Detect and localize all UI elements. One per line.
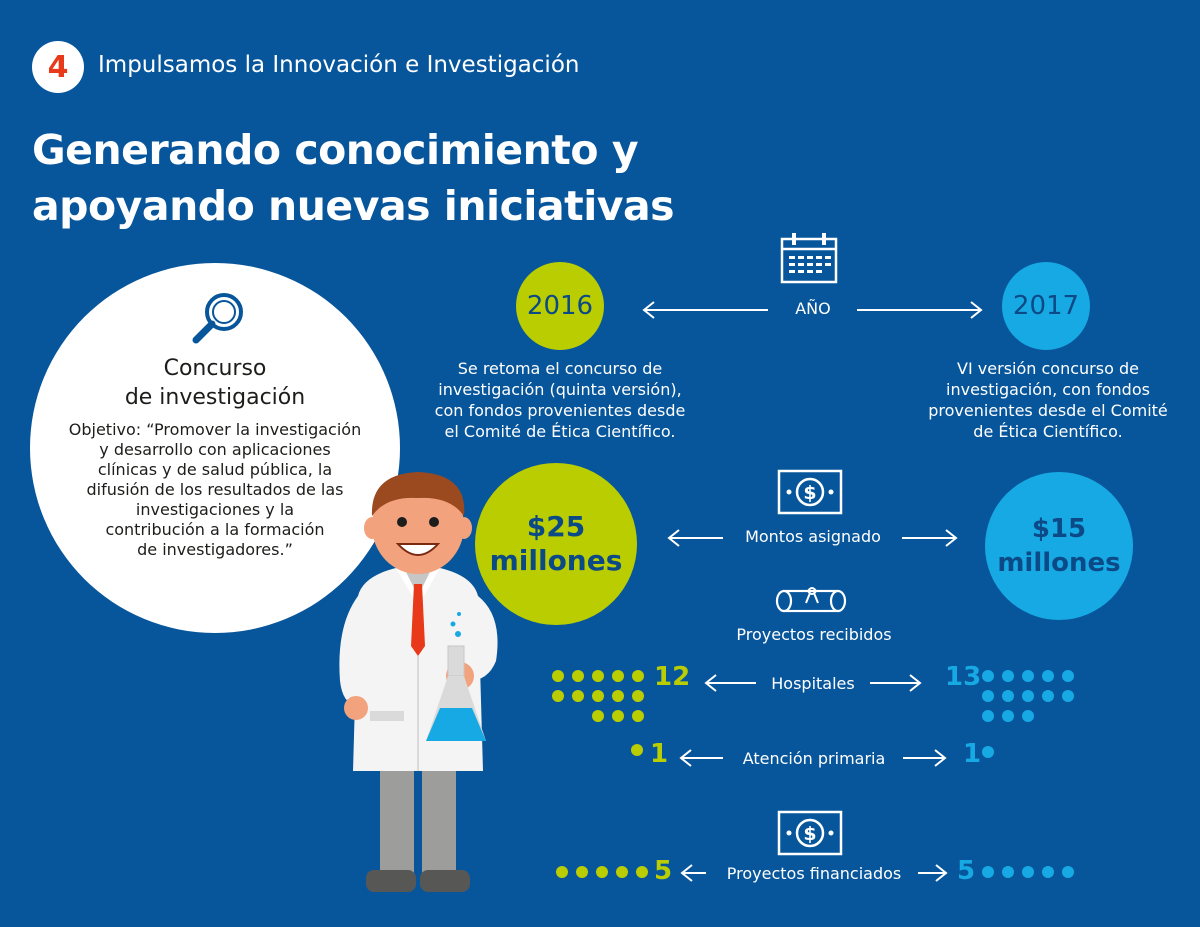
- section-number-badge: 4: [32, 41, 84, 93]
- amount-2017-unit: millones: [997, 548, 1121, 578]
- financiados-label: Proyectos financiados: [726, 864, 902, 883]
- page-title-line2: apoyando nuevas iniciativas: [32, 182, 675, 230]
- financiados-2016-value: 5: [654, 856, 673, 886]
- amount-2016-value: $25: [526, 510, 586, 543]
- desc-line: investigación (quinta versión),: [438, 380, 682, 399]
- year-2017-circle: 2017: [1002, 262, 1090, 350]
- objective-line: Objetivo: “Promover la investigación: [68, 420, 362, 439]
- desc-line: investigación, con fondos: [946, 380, 1150, 399]
- desc-line: de Ética Científico.: [973, 422, 1123, 441]
- amount-2016-circle: [475, 463, 637, 625]
- year-2016-circle: 2016: [516, 262, 604, 350]
- desc-line: con fondos provenientes desde: [434, 401, 686, 420]
- proyectos-recibidos-label: Proyectos recibidos: [736, 625, 892, 644]
- page-title: [32, 122, 674, 234]
- atencion-2017-dots: [982, 746, 996, 760]
- financiados-2017-dots: [982, 866, 1078, 880]
- year-label: AÑO: [795, 299, 831, 318]
- concurso-title: [70, 354, 360, 412]
- objective-line: y desarrollo con aplicaciones: [99, 440, 331, 459]
- concurso-title-line2: de investigación: [124, 385, 306, 410]
- desc-line: el Comité de Ética Científico.: [444, 422, 676, 441]
- hospitales-2017-value: 13: [945, 662, 982, 692]
- svg-text:$: $: [803, 482, 817, 504]
- hospitales-label: Hospitales: [771, 674, 855, 693]
- objective-line: contribución a la formación: [105, 520, 325, 539]
- svg-text:$: $: [803, 823, 817, 845]
- desc-line: provenientes desde el Comité: [928, 401, 1168, 420]
- hospitales-2016-dots: [552, 666, 652, 726]
- page-title-line1: Generando conocimiento y: [32, 126, 639, 174]
- objective-line: investigaciones y la: [135, 500, 295, 519]
- calendar-icon: [779, 231, 839, 285]
- hospitales-2016-value: 12: [654, 662, 691, 692]
- atencion-2016-value: 1: [650, 739, 669, 769]
- financiados-2016-dots: [556, 866, 652, 880]
- montos-label: Montos asignado: [745, 527, 881, 546]
- money-icon: [777, 810, 843, 856]
- concurso-title-line1: Concurso: [163, 356, 267, 381]
- amount-2016-unit: millones: [489, 544, 623, 577]
- amount-2017-circle: [985, 472, 1133, 620]
- hospitales-2017-dots: [982, 666, 1082, 726]
- year-2017-description: [908, 358, 1188, 442]
- year-2016-description: [412, 358, 708, 442]
- money-icon: [777, 469, 843, 515]
- objective-line: difusión de los resultados de las: [86, 480, 344, 499]
- desc-line: Se retoma el concurso de: [457, 359, 663, 378]
- amount-2017-value: $15: [1031, 514, 1087, 544]
- diploma-icon: [774, 583, 850, 619]
- objective-line: clínicas y de salud pública, la: [97, 460, 333, 479]
- objective-line: de investigadores.”: [137, 540, 293, 559]
- magnifier-icon: [188, 288, 252, 352]
- financiados-2017-value: 5: [957, 856, 976, 886]
- atencion-2016-dots: [631, 744, 645, 758]
- section-title: Impulsamos la Innovación e Investigación: [98, 52, 580, 78]
- atencion-2017-value: 1: [963, 739, 982, 769]
- desc-line: VI versión concurso de: [957, 359, 1139, 378]
- atencion-label: Atención primaria: [742, 749, 886, 768]
